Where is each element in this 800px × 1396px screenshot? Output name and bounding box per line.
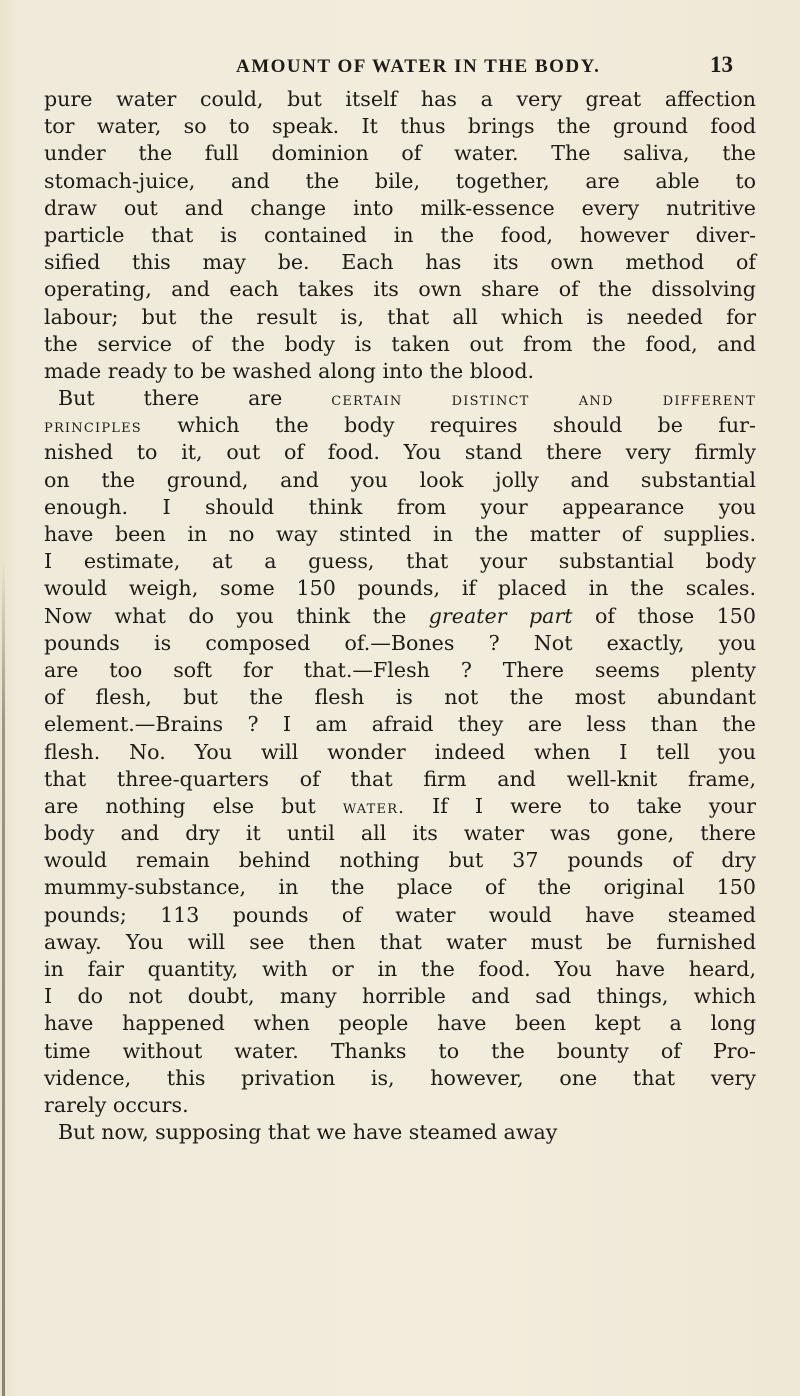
text-line: in fair quantity, with or in the food. You have heard, <box>44 957 756 981</box>
text-line <box>44 793 756 820</box>
text-line: labour; but the result is, that all which is needed for <box>44 304 756 329</box>
text-span: But there are <box>58 386 332 411</box>
text-line: time without water. Thanks to the bounty of Pro- <box>44 1038 756 1063</box>
text-span: Now what do you think the <box>44 603 429 628</box>
text-line: pounds is composed of.—Bones ? Not exactly, you <box>44 630 756 655</box>
text-line: I do not doubt, many horrible and sad things, which <box>44 984 756 1009</box>
text-line: of flesh, but the flesh is not the most abundant <box>44 685 756 710</box>
paragraph-start-line: But now, supposing that we have steamed away <box>58 1120 558 1145</box>
text-line: under the full dominion of water. The saliva, the <box>44 141 756 166</box>
text-line: tor water, so to speak. It thus brings the ground food <box>44 114 756 139</box>
text-line: particle that is contained in the food, however diver- <box>44 222 756 247</box>
text-line: I estimate, at a guess, that your substantial body <box>44 549 756 574</box>
text-line: have been in no way stinted in the matter of supplies. <box>44 522 756 546</box>
text-line: mummy-substance, in the place of the original 150 <box>44 875 756 900</box>
text-line: pure water could, but itself has a very great affection <box>44 87 756 111</box>
text-span: If I were to take your <box>405 793 756 818</box>
small-caps-span: principles <box>44 416 142 438</box>
text-line: vidence, this privation is, however, one that very <box>44 1065 756 1090</box>
text-line: stomach-juice, and the bile, together, are able to <box>44 168 756 193</box>
italic-span: greater part <box>428 603 573 628</box>
text-span: are nothing else but <box>44 793 343 818</box>
text-line: pounds; 113 pounds of water would have steamed <box>44 902 756 927</box>
text-line <box>44 603 756 630</box>
paragraph-start-line <box>44 385 756 412</box>
text-line: sified this may be. Each has its own method of <box>44 250 756 275</box>
text-line: draw out and change into milk-essence every nutritive <box>44 195 756 220</box>
text-line: the service of the body is taken out from the food, and <box>44 331 756 356</box>
text-line: enough. I should think from your appearance you <box>44 494 756 519</box>
text-line: flesh. No. You will wonder indeed when I tell you <box>44 739 756 764</box>
body-text <box>44 86 756 1146</box>
text-span: of those 150 <box>572 603 756 628</box>
text-line: made ready to be washed along into the blood. <box>44 358 535 383</box>
text-line: are too soft for that.—Flesh ? There seems plenty <box>44 657 756 682</box>
text-line <box>44 412 756 439</box>
text-span: which the body requires should be fur- <box>141 413 756 438</box>
text-line: have happened when people have been kept a long <box>44 1011 756 1036</box>
small-caps-span: certain distinct and different <box>331 389 756 411</box>
text-line: that three-quarters of that firm and well-knit frame, <box>44 766 756 791</box>
text-line: body and dry it until all its water was gone, there <box>44 821 756 846</box>
text-line: rarely occurs. <box>44 1092 189 1117</box>
text-line: on the ground, and you look jolly and substantial <box>44 467 756 492</box>
text-line: nished to it, out of food. You stand there very firmly <box>44 440 756 465</box>
page-number: 13 <box>710 52 733 77</box>
running-head: AMOUNT OF WATER IN THE BODY. <box>236 56 601 77</box>
text-line: operating, and each takes its own share of the dissolving <box>44 277 756 302</box>
text-line: away. You will see then that water must be furnished <box>44 929 756 954</box>
small-caps-span: water. <box>342 796 406 818</box>
text-line: would remain behind nothing but 37 pounds of dry <box>44 848 756 873</box>
text-line: element.—Brains ? I am afraid they are less than the <box>44 712 756 737</box>
text-line: would weigh, some 150 pounds, if placed in the scales. <box>44 576 756 601</box>
page-gutter-shadow <box>2 560 5 1396</box>
